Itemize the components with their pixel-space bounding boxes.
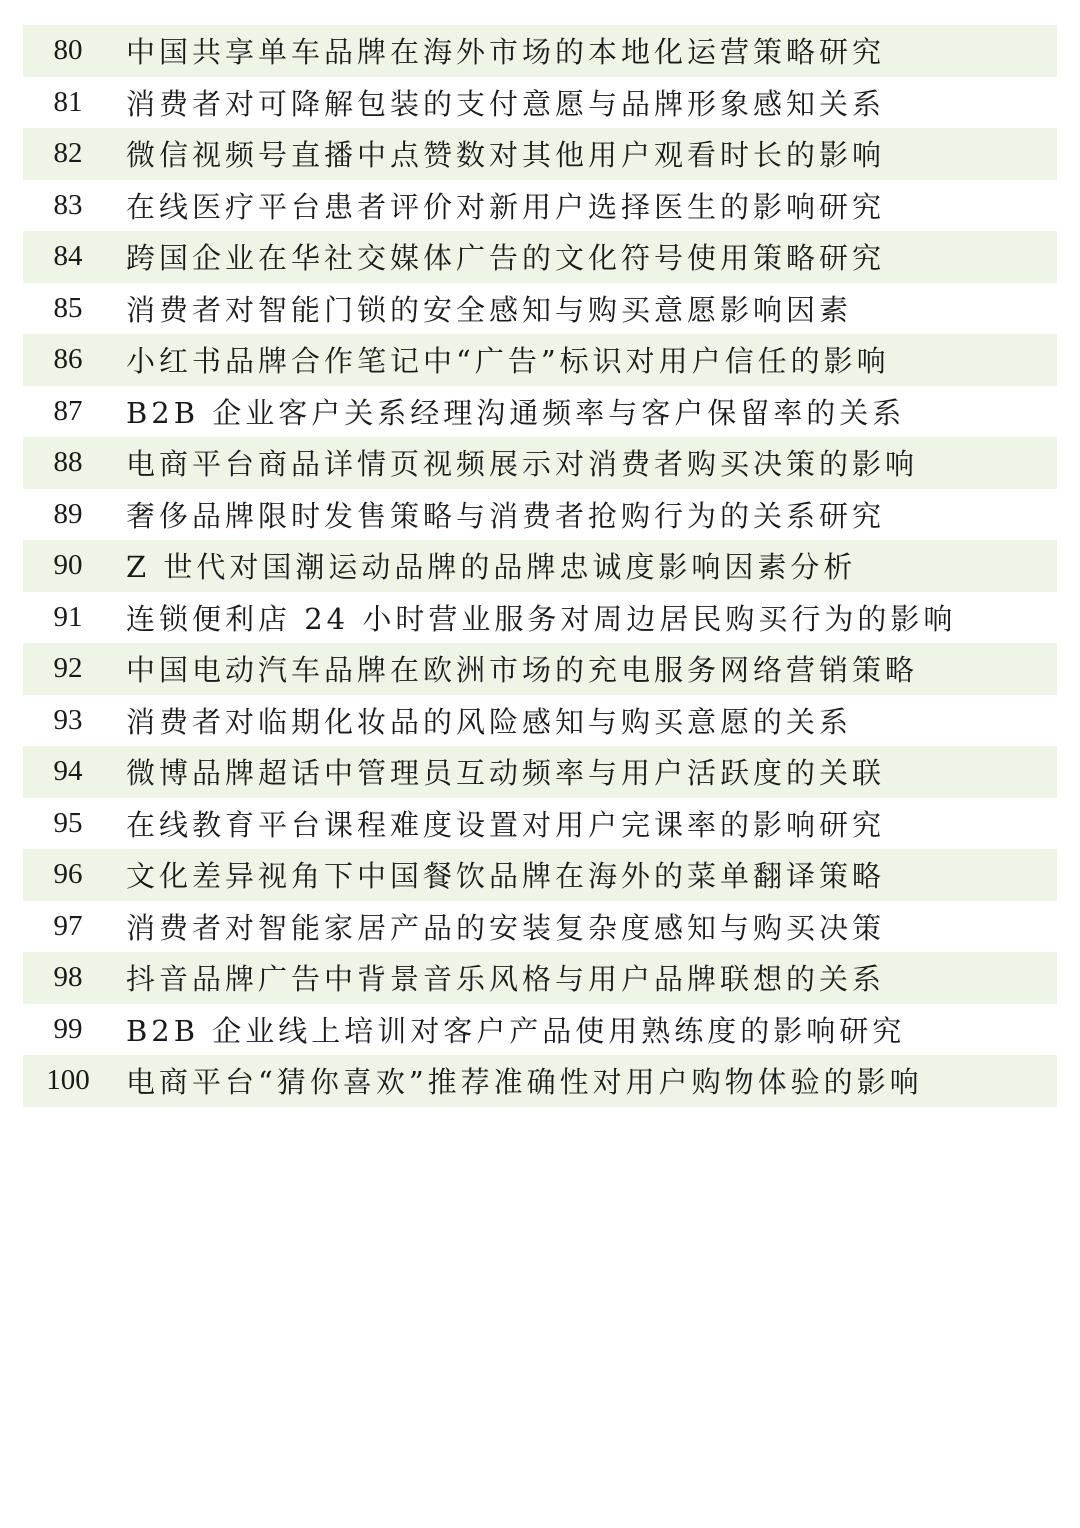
topic-row-99 <box>23 1004 1057 1056</box>
topic-row-86 <box>23 334 1057 386</box>
topic-row-85 <box>23 283 1057 335</box>
topic-row-87 <box>23 386 1057 438</box>
topic-title: 连锁便利店 24 小时营业服务对周边居民购买行为的影响 <box>126 601 957 636</box>
topic-number: 95 <box>53 806 83 839</box>
topic-row-95 <box>23 798 1057 850</box>
topic-row-92 <box>23 643 1057 695</box>
topic-number: 80 <box>53 34 83 67</box>
topic-number: 86 <box>53 343 83 376</box>
topic-title: 中国共享单车品牌在海外市场的本地化运营策略研究 <box>126 35 886 70</box>
topic-title: 中国电动汽车品牌在欧洲市场的充电服务网络营销策略 <box>126 653 919 688</box>
topic-row-96 <box>23 849 1057 901</box>
topic-number: 85 <box>53 291 83 324</box>
topic-list <box>23 25 1057 1107</box>
topic-row-89 <box>23 489 1057 541</box>
topic-number: 93 <box>53 703 83 736</box>
topic-row-88 <box>23 437 1057 489</box>
topic-title: 微信视频号直播中点赞数对其他用户观看时长的影响 <box>126 138 886 173</box>
topic-title: 奢侈品牌限时发售策略与消费者抢购行为的关系研究 <box>126 498 886 533</box>
topic-number: 94 <box>53 755 83 788</box>
topic-title: 微博品牌超话中管理员互动频率与用户活跃度的关联 <box>126 756 886 791</box>
topic-row-90 <box>23 540 1057 592</box>
topic-title: 电商平台商品详情页视频展示对消费者购买决策的影响 <box>126 447 919 482</box>
topic-number: 90 <box>53 549 83 582</box>
topic-number: 91 <box>53 600 83 633</box>
topic-number: 87 <box>53 394 83 427</box>
topic-title: 抖音品牌广告中背景音乐风格与用户品牌联想的关系 <box>126 962 886 997</box>
topic-row-97 <box>23 901 1057 953</box>
topic-number: 84 <box>53 240 83 273</box>
topic-title: 文化差异视角下中国餐饮品牌在海外的菜单翻译策略 <box>126 859 886 894</box>
topic-title: B2B 企业客户关系经理沟通频率与客户保留率的关系 <box>126 395 906 430</box>
topic-number: 92 <box>53 652 83 685</box>
topic-row-91 <box>23 592 1057 644</box>
topic-number: 96 <box>53 858 83 891</box>
topic-title: B2B 企业线上培训对客户产品使用熟练度的影响研究 <box>126 1013 906 1048</box>
topic-title: 消费者对智能家居产品的安装复杂度感知与购买决策 <box>126 910 886 945</box>
topic-title: 消费者对可降解包装的支付意愿与品牌形象感知关系 <box>126 86 886 121</box>
topic-row-93 <box>23 695 1057 747</box>
topic-row-80 <box>23 25 1057 77</box>
topic-number: 82 <box>53 137 83 170</box>
topic-title: 在线医疗平台患者评价对新用户选择医生的影响研究 <box>126 189 886 224</box>
topic-row-98 <box>23 952 1057 1004</box>
topic-number: 81 <box>53 85 83 118</box>
topic-title: 小红书品牌合作笔记中“广告”标识对用户信任的影响 <box>126 344 890 379</box>
topic-row-83 <box>23 180 1057 232</box>
topic-row-81 <box>23 77 1057 129</box>
topic-title: 在线教育平台课程难度设置对用户完课率的影响研究 <box>126 807 886 842</box>
topic-number: 89 <box>53 497 83 530</box>
topic-row-84 <box>23 231 1057 283</box>
topic-title: 跨国企业在华社交媒体广告的文化符号使用策略研究 <box>126 241 886 276</box>
topic-row-94 <box>23 746 1057 798</box>
topic-title: 电商平台“猜你喜欢”推荐准确性对用户购物体验的影响 <box>126 1065 923 1100</box>
topic-row-82 <box>23 128 1057 180</box>
topic-row-100 <box>23 1055 1057 1107</box>
topic-number: 83 <box>53 188 83 221</box>
topic-number: 98 <box>53 961 83 994</box>
topic-title: 消费者对临期化妆品的风险感知与购买意愿的关系 <box>126 704 853 739</box>
topic-number: 99 <box>53 1012 83 1045</box>
topic-title: Z 世代对国潮运动品牌的品牌忠诚度影响因素分析 <box>126 550 857 585</box>
topic-number: 97 <box>53 909 83 942</box>
topic-number: 100 <box>46 1064 90 1097</box>
topic-title: 消费者对智能门锁的安全感知与购买意愿影响因素 <box>126 292 853 327</box>
topic-number: 88 <box>53 446 83 479</box>
